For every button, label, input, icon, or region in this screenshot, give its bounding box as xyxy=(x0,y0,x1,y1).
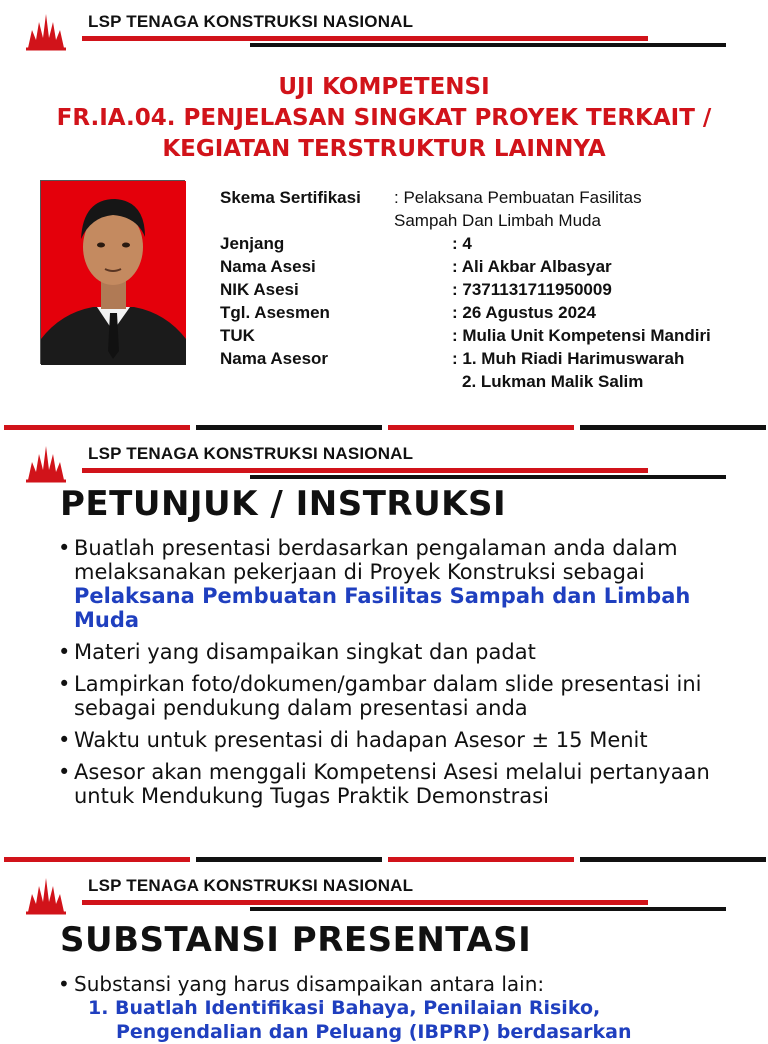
footer-bars xyxy=(0,425,768,430)
org-name: LSP TENAGA KONSTRUKSI NASIONAL xyxy=(88,444,414,463)
list-item: • Asesor akan menggali Kompetensi Asesi melalui pertanyaan untuk Mendukung Tugas Praktik Demonstrasi xyxy=(58,760,738,808)
nama-asesi-value: : Ali Akbar Albasyar xyxy=(452,257,612,276)
skema-value xyxy=(394,186,754,232)
tgl-label: Tgl. Asesmen xyxy=(220,303,330,322)
bullet-1-highlight: Pelaksana Pembuatan Fasilitas Sampah dan Limbah Muda xyxy=(74,584,691,632)
row-asesor-2 xyxy=(220,370,760,393)
numbered-item-1: 1. Buatlah Identifikasi Bahaya, Penilaian Risiko, xyxy=(88,997,601,1019)
row-asesor xyxy=(220,347,760,370)
flame-logo-icon xyxy=(24,8,68,52)
substance-title: SUBSTANSI PRESENTASI xyxy=(60,920,532,960)
header-black-bar xyxy=(250,475,726,479)
footer-bars xyxy=(0,857,768,862)
list-item: • Waktu untuk presentasi di hadapan Asesor ± 15 Menit xyxy=(58,728,738,752)
flame-logo-icon xyxy=(24,872,68,916)
nama-asesi-label: Nama Asesi xyxy=(220,257,316,276)
jenjang-value: : 4 xyxy=(452,234,472,253)
skema-value-line-1: : Pelaksana Pembuatan Fasilitas xyxy=(394,188,642,207)
asesor-label: Nama Asesor xyxy=(220,349,329,368)
nik-label: NIK Asesi xyxy=(220,280,299,299)
instructions-list xyxy=(58,536,738,816)
asesor-value-2: 2. Lukman Malik Salim xyxy=(462,372,644,391)
list-item: • Materi yang disampaikan singkat dan padat xyxy=(58,640,738,664)
bullet-1-text: Buatlah presentasi berdasarkan pengalaman anda dalam melaksanakan pekerjaan di Proyek Konstruksi sebagai xyxy=(74,536,678,584)
numbered-item-1-cont: Pengendalian dan Peluang (IBPRP) berdasarkan xyxy=(116,1021,632,1043)
slide-cover xyxy=(0,0,768,432)
flame-logo-icon xyxy=(24,440,68,484)
skema-value-line-2: Sampah Dan Limbah Muda xyxy=(394,211,601,230)
row-skema xyxy=(220,186,760,232)
row-nik xyxy=(220,278,760,301)
row-tuk xyxy=(220,324,760,347)
candidate-info xyxy=(220,186,760,393)
list-item xyxy=(58,536,738,632)
org-name: LSP TENAGA KONSTRUKSI NASIONAL xyxy=(88,876,414,895)
row-nama-asesi xyxy=(220,255,760,278)
list-item: • Substansi yang harus disampaikan antara lain: xyxy=(58,972,738,996)
skema-label: Skema Sertifikasi xyxy=(220,188,361,207)
tuk-label: TUK xyxy=(220,326,255,345)
header-red-bar xyxy=(82,36,648,41)
nik-value: : 7371131711950009 xyxy=(452,280,612,299)
org-name: LSP TENAGA KONSTRUKSI NASIONAL xyxy=(88,12,414,31)
title-line-3: KEGIATAN TERSTRUKTUR LAINNYA xyxy=(162,136,606,162)
person-photo-icon xyxy=(40,180,185,364)
slide-substance xyxy=(0,864,768,1043)
row-jenjang xyxy=(220,232,760,255)
list-item: • Lampirkan foto/dokumen/gambar dalam slide presentasi ini sebagai pendukung dalam presentasi anda xyxy=(58,672,738,720)
slide-instructions xyxy=(0,432,768,864)
title-line-1: UJI KOMPETENSI xyxy=(278,74,490,100)
asesor-value-1: : 1. Muh Riadi Harimuswarah xyxy=(452,349,685,368)
header-black-bar xyxy=(250,907,726,911)
header-red-bar xyxy=(82,900,648,905)
header-red-bar xyxy=(82,468,648,473)
tgl-value: : 26 Agustus 2024 xyxy=(452,303,596,322)
substance-numbered-list xyxy=(88,996,748,1044)
row-tgl xyxy=(220,301,760,324)
tuk-value: : Mulia Unit Kompetensi Mandiri xyxy=(452,326,711,345)
jenjang-label: Jenjang xyxy=(220,234,285,253)
instructions-title: PETUNJUK / INSTRUKSI xyxy=(60,484,507,524)
cover-title xyxy=(0,72,768,165)
title-line-2: FR.IA.04. PENJELASAN SINGKAT PROYEK TERKAIT / xyxy=(56,105,712,131)
header-black-bar xyxy=(250,43,726,47)
